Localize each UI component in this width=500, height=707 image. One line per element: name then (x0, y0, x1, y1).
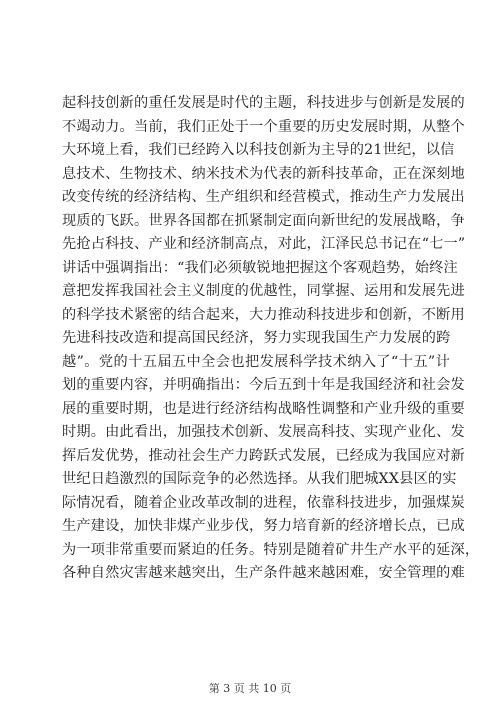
body-paragraph (62, 92, 480, 586)
text-line: 世纪日趋激烈的国际竞争的必然选择。从我们肥城XX县区的实 (62, 471, 457, 487)
text-line: 讲话中强调指出：“我们必须敏锐地把握这个客观趋势，始终注 (62, 259, 458, 276)
text-line: 现质的飞跃。世界各国都在抓紧制定面向新世纪的发展战略，争 (62, 212, 465, 229)
text-line: 息技术、生物技术、纳米技术为代表的新科技革命，正在深刻地 (62, 165, 465, 182)
text-line: 改变传统的经济结构、生产组织和经营模式，推动生产力发展出 (62, 189, 465, 205)
text-line: 先抢占科技、产业和经济制高点，对此，江泽民总书记在“七一” (62, 236, 466, 252)
text-line: 挥后发优势，推动社会生产力跨跃式发展，已经成为我国应对新 (62, 447, 465, 464)
text-line: 各种自然灾害越来越突出，生产条件越来越困难，安全管理的难 (62, 565, 465, 581)
text-line: 大环境上看，我们已经跨入以科技创新为主导的21世纪，以信 (62, 142, 455, 158)
text-line: 的科学技术紧密的结合起来，大力推动科技进步和创新，不断用 (62, 306, 465, 323)
page-number-footer: 第 3 页 共 10 页 (208, 682, 292, 695)
text-line: 生产建设，加快非煤产业步伐，努力培育新的经济增长点，已成 (62, 518, 465, 534)
text-line: 不竭动力。当前，我们正处于一个重要的历史发展时期，从整个 (62, 118, 465, 135)
text-line: 时期。由此看出，加强技术创新、发展高科技、实现产业化、发 (62, 424, 465, 440)
text-line: 先进科技改造和提高国民经济，努力实现我国生产力发展的跨 (62, 330, 451, 346)
text-line: 越”。党的十五届五中全会也把发展科学技术纳入了“十五”计 (62, 353, 450, 370)
text-line: 际情况看，随着企业改革改制的进程，依靠科技进步，加强煤炭 (62, 494, 465, 511)
text-line: 意把发挥我国社会主义制度的优越性，同掌握、运用和发展先进 (62, 283, 465, 299)
text-line: 展的重要时期，也是进行经济结构战略性调整和产业升级的重要 (62, 400, 465, 417)
text-line: 划的重要内容，并明确指出：今后五到十年是我国经济和社会发 (62, 377, 465, 393)
text-line: 为一项非常重要而紧迫的任务。特别是随着矿井生产水平的延深， (62, 541, 480, 558)
text-line: 起科技创新的重任发展是时代的主题，科技进步与创新是发展的 (62, 95, 465, 111)
